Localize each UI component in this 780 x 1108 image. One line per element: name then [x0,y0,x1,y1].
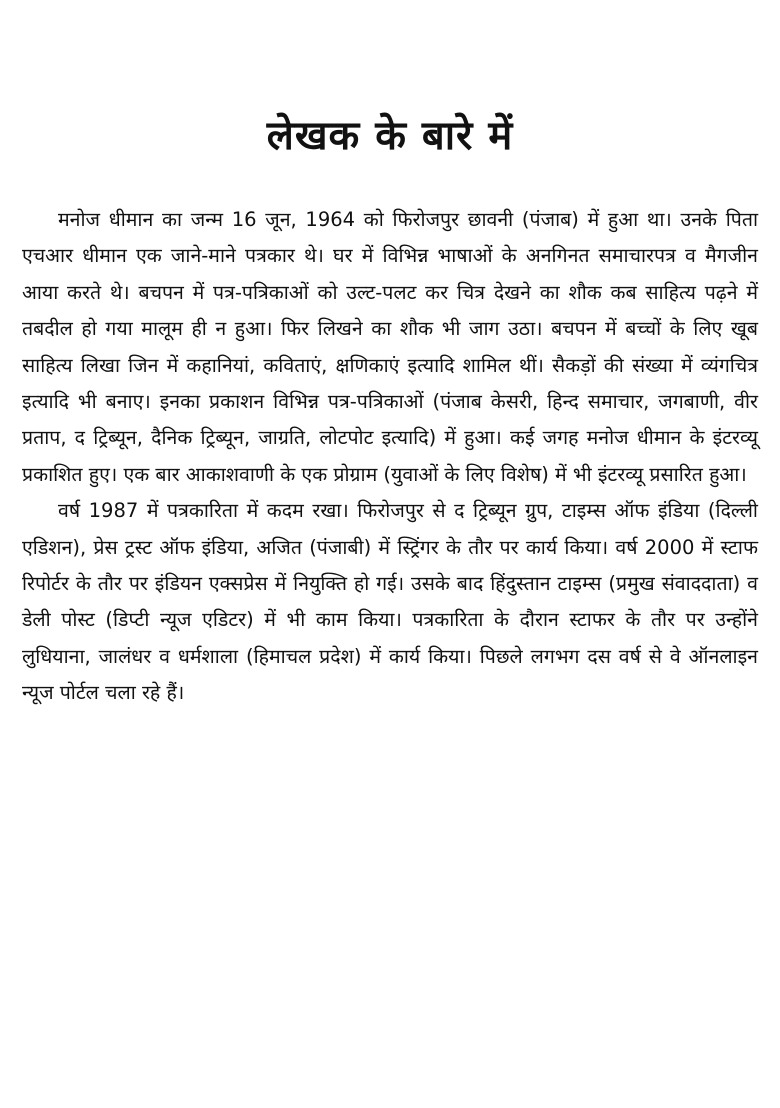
page-title: लेखक के बारे में [266,113,514,159]
paragraph-early-life: मनोज धीमान का जन्म 16 जून, 1964 को फिरोजपुर छावनी (पंजाब) में हुआ था। उनके पिता एचआर धीमान एक जाने-माने पत्रकार थे। घर में विभिन्न भाषाओं के अनगिनत समाचारपत्र व मैगजीन आया करते थे। बचपन में पत्र-पत्रिकाओं को उल्ट-पलट कर चित्र देखने का शौक कब साहित्य पढ़ने में तबदील हो गया मालूम ही न हुआ। फिर लिखने का शौक भी जाग उठा। बचपन में बच्चों के लिए खूब साहित्य लिखा जिन में कहानियां, कविताएं, क्षणिकाएं इत्यादि शामिल थीं। सैकड़ों की संख्या में व्यंगचित्र इत्यादि भी बनाए। इनका प्रकाशन विभिन्न पत्र-पत्रिकाओं (पंजाब केसरी, हिन्द समाचार, जगबाणी, वीर प्रताप, द ट्रिब्यून, दैनिक ट्रिब्यून, जाग्रति, लोटपोट इत्यादि) में हुआ। कई जगह मनोज धीमान के इंटरव्यू प्रकाशित हुए। एक बार आकाशवाणी के एक प्रोग्राम (युवाओं के लिए विशेष) में भी इंटरव्यू प्रसारित हुआ। [22,208,758,486]
paragraph-career: वर्ष 1987 में पत्रकारिता में कदम रखा। फिरोजपुर से द ट्रिब्यून ग्रुप, टाइम्स ऑफ इंडिया (दिल्ली एडिशन), प्रेस ट्रस्ट ऑफ इंडिया, अजित (पंजाबी) में स्ट्रिंगर के तौर पर कार्य किया। वर्ष 2000 में स्टाफ रिपोर्टर के तौर पर इंडियन एक्सप्रेस में नियुक्ति हो गई। उसके बाद हिंदुस्तान टाइम्स (प्रमुख संवाददाता) व डेली पोस्ट (डिप्टी न्यूज एडिटर) में भी काम किया। पत्रकारिता के दौरान स्टाफर के तौर पर उन्होंने लुधियाना, जालंधर व धर्मशाला (हिमाचल प्रदेश) में कार्य किया। पिछले लगभग दस वर्ष से वे ऑनलाइन न्यूज पोर्टल चला रहे हैं। [22,499,758,705]
body-text [22,202,758,712]
